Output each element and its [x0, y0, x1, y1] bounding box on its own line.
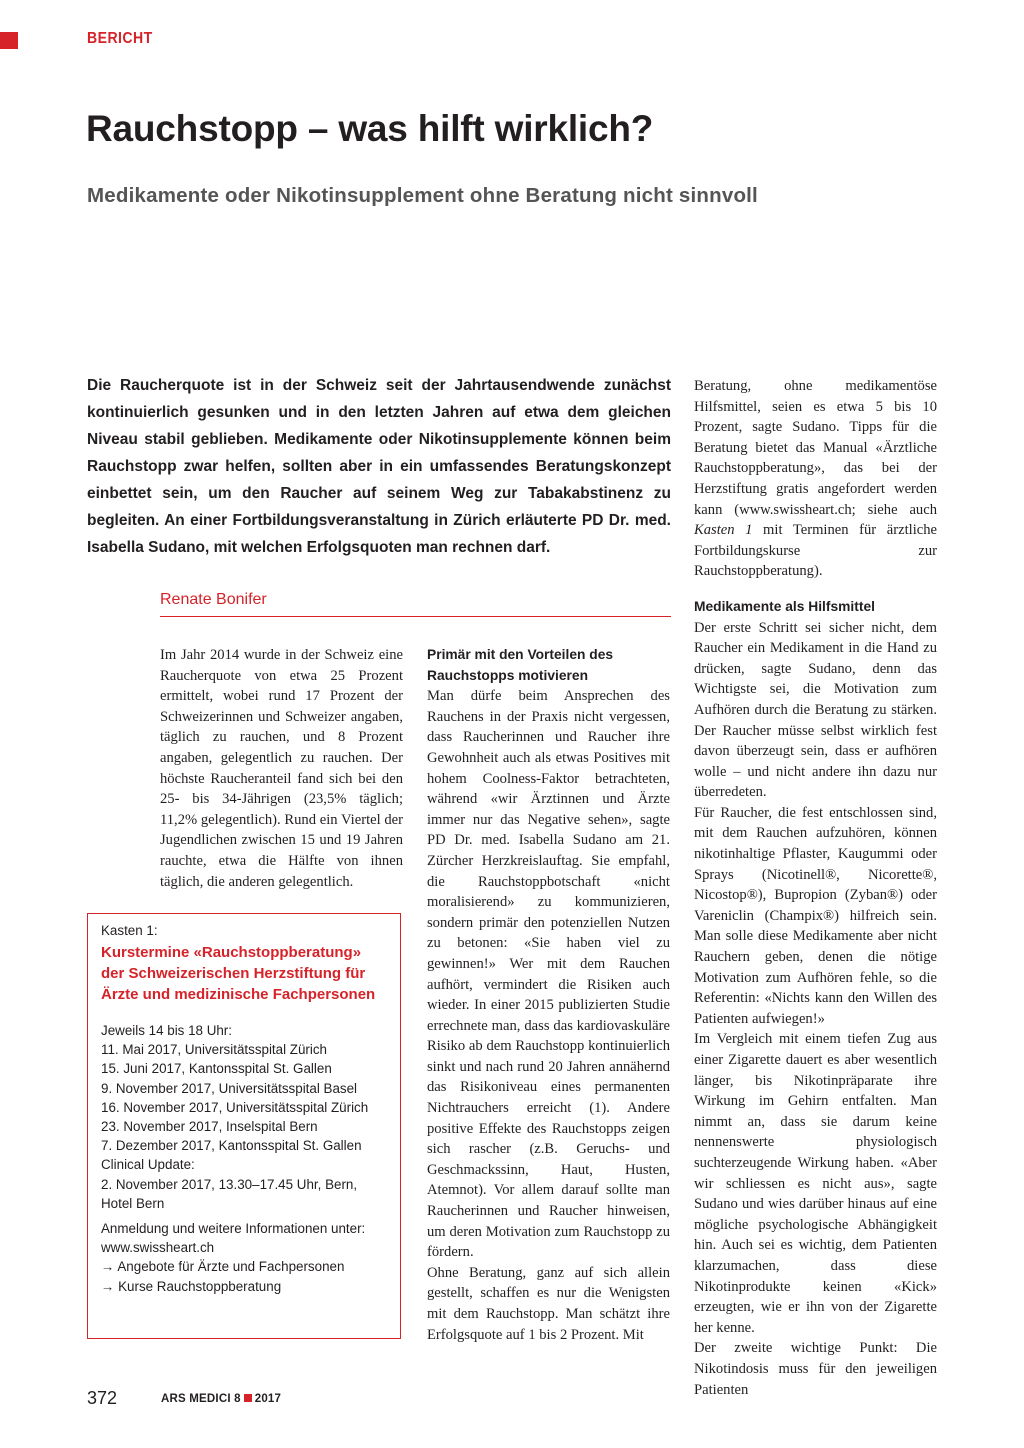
paragraph: Im Jahr 2014 wurde in der Schweiz eine Raucherquote von etwa 25 Prozent ermittelt, wobei rund 17 Prozent der Schweizerinnen und Schweizer angaben, täglich zu rauchen, und 8 Prozent angaben, gelegentlich zu rauchen. Der höchste Raucheranteil fand sich bei den 25- bis 34-Jährigen (23,5% täglich; 11,2% gelegentlich). Rund ein Viertel der Jugendlichen zwischen 15 und 19 Jahren rauchte, etwa die Hälfte von ihnen täglich, die anderen gelegentlich.: [160, 647, 403, 890]
box-link[interactable]: www.swissheart.ch: [101, 1240, 215, 1256]
box-label: Kasten 1:: [101, 923, 158, 938]
subheading: Primär mit den Vorteilen des Rauchstopps motivieren: [427, 647, 614, 683]
info-box: [87, 913, 401, 1339]
page-number: 372: [87, 1388, 118, 1408]
box-line: Anmeldung und weitere Informationen unter:: [101, 1221, 366, 1237]
article-lead: Die Raucherquote ist in der Schweiz seit der Jahrtausendwende zunächst kontinuierlich gesunken und in den letzten Jahren auf etwa dem gleichen Niveau stabil geblieben. Medikamente oder Nikotinsupplemente können beim Rauchstopp zwar helfen, sollten aber in ein umfassendes Beratungskonzept einbettet sein, um den Raucher auf seinem Weg zur Tabakabstinenz zu begleiten. An einer Fortbildungsveranstaltung in Zürich erläuterte PD Dr. med. Isabella Sudano, mit welchen Erfolgsquoten man rechnen darf.: [87, 377, 671, 556]
paragraph-text: Beratung, ohne medikamentöse Hilfsmittel, seien es etwa 5 bis 10 Prozent, sagte Sudano. Tipps für die Beratung bietet das Manual «Ärztliche Rauchstoppberatung», das bei der Herzstiftung gratis angefordert werden kann (www.swissheart.ch; siehe auch: [694, 378, 937, 518]
box-line: Hotel Bern: [101, 1195, 165, 1211]
subheading: Medikamente als Hilfsmittel: [694, 598, 875, 614]
article-title: Rauchstopp – was hilft wirklich?: [86, 108, 654, 149]
box-line: 7. Dezember 2017, Kantonsspital St. Gallen: [101, 1138, 362, 1154]
box-line: → Angebote für Ärzte und Fachpersonen: [101, 1259, 345, 1275]
body-column-2: [427, 645, 670, 1345]
paragraph-text: mit Terminen für ärztliche Fortbildungskurse zur Rauchstoppberatung).: [694, 522, 937, 580]
box-line: 2. November 2017, 13.30–17.45 Uhr, Bern,: [101, 1176, 358, 1192]
box-title: [101, 942, 390, 1005]
box-line: Jeweils 14 bis 18 Uhr:: [101, 1023, 232, 1038]
journal-name: ARS MEDICI 8: [161, 1393, 241, 1405]
journal-footer: [161, 1393, 281, 1405]
author-name: Renate Bonifer: [160, 591, 267, 608]
body-column-3: [694, 376, 937, 1400]
paragraph: Im Vergleich mit einem tiefen Zug aus einer Zigarette dauert es aber wesentlich länger, bis Nikotinpräparate ihre Wirkung im Gehirn entfalten. Man nimmt an, dass sie darum keine nennenswerte physiologisch suchterzeugende Wirkung haben. «Aber wir schliessen es nicht aus», sagte Sudano und wies darüber hinaus auf eine mögliche psychologische Abhängigkeit hin. Auch sei es wichtig, dem Patienten klarzumachen, dass diese Nikotinprodukte keinen «Kick» erzeugten, wie er ihn von der Zigarette her kenne.: [694, 1031, 937, 1336]
body-column-1: [160, 645, 403, 892]
box-line: → Kurse Rauchstoppberatung: [101, 1278, 282, 1294]
box-line: 16. November 2017, Universitätsspital Zürich: [101, 1099, 369, 1115]
section-label: BERICHT: [87, 30, 153, 47]
author-divider: [160, 616, 671, 617]
box-title-line: Kurstermine «Rauchstoppberatung»: [101, 944, 362, 961]
box-line: 15. Juni 2017, Kantonsspital St. Gallen: [101, 1061, 332, 1077]
paragraph: Ohne Beratung, ganz auf sich allein gestellt, schaffen es nur die Wenigsten mit dem Rauchstopp. Man schätzt ihre Erfolgsquote auf 1 bis 2 Prozent. Mit: [427, 1264, 670, 1343]
box-title-line: Ärzte und medizinische Fachpersonen: [101, 986, 376, 1003]
paragraph: Man dürfe beim Ansprechen des Rauchens in der Praxis nicht vergessen, dass Raucherinnen und Raucher ihre Gewohnheit auch als etwas Positives mit hohem Coolness-Faktor betrachteten, während «wir Ärztinnen und Ärzte immer nur das Negative sehen», sagte PD Dr. med. Isabella Sudano am 21. Zürcher Herzkreislauftag. Sie empfahl, die Rauchstoppbotschaft «nicht moralisierend» zu kommunizieren, sondern primär den potenziellen Nutzen zu betonen: «Sie haben viel zu gewinnen!» Wer mit dem Rauchen aufhört, vermindert die Risiken auch wieder. In einer 2015 publizierten Studie errechnete man, dass das kardiovaskuläre Risiko ab dem Rauchstopp kontinuierlich sinkt und nach rund 20 Jahren annähernd das Risikoniveau eines permanenten Nichtrauchers erreicht (1). Andere positive Effekte des Rauchstopps zeigen sich rascher (z.B. Geruchs- und Geschmackssinn, Haut, Husten, Atemnot). Vor allem darauf sollte man Raucherinnen und Raucher hinweisen, um deren Motivation zum Rauchstopp zu fördern.: [427, 688, 670, 1261]
paragraph: Für Raucher, die fest entschlossen sind, mit dem Rauchen aufzuhören, können nikotinhaltige Pflaster, Kaugummi oder Sprays (Nicotinell®, Nicorette®, Nicostop®), Bupropion (Zyban®) oder Vareniclin (Champix®) hilfreich sein. Man solle diese Medikamente aber nicht Rauchern geben, denen die nötige Motivation zum Aufhören fehle, so die Referentin: «Nichts kann den Willen des Patienten aufwiegen!»: [694, 804, 937, 1027]
box-line: 23. November 2017, Inselspital Bern: [101, 1119, 318, 1135]
box-line: Clinical Update:: [101, 1157, 195, 1173]
box-line: 9. November 2017, Universitätsspital Basel: [101, 1080, 358, 1096]
paragraph: Der zweite wichtige Punkt: Die Nikotindosis muss für den jeweiligen Patienten: [694, 1340, 937, 1398]
journal-year: 2017: [254, 1393, 282, 1405]
paragraph: Der erste Schritt sei sicher nicht, dem Raucher ein Medikament in die Hand zu drücken, sagte Sudano, denn das Wichtigste sei, die Motivation zum Aufhören durch die Beratung zu stärken. Der Raucher müsse selbst wirklich fest davon überzeugt sein, dass er aufhören wolle – und nicht andere ihn dazu nur überredeten.: [694, 619, 937, 801]
section-marker: [0, 32, 18, 49]
article-subtitle: Medikamente oder Nikotinsupplement ohne Beratung nicht sinnvoll: [87, 184, 758, 207]
box-line: 11. Mai 2017, Universitätsspital Zürich: [101, 1042, 327, 1058]
footer-marker: [244, 1394, 252, 1402]
box-reference: Kasten 1: [694, 522, 753, 539]
paragraph: [694, 376, 937, 582]
box-title-line: der Schweizerischen Herzstiftung für: [101, 965, 366, 982]
